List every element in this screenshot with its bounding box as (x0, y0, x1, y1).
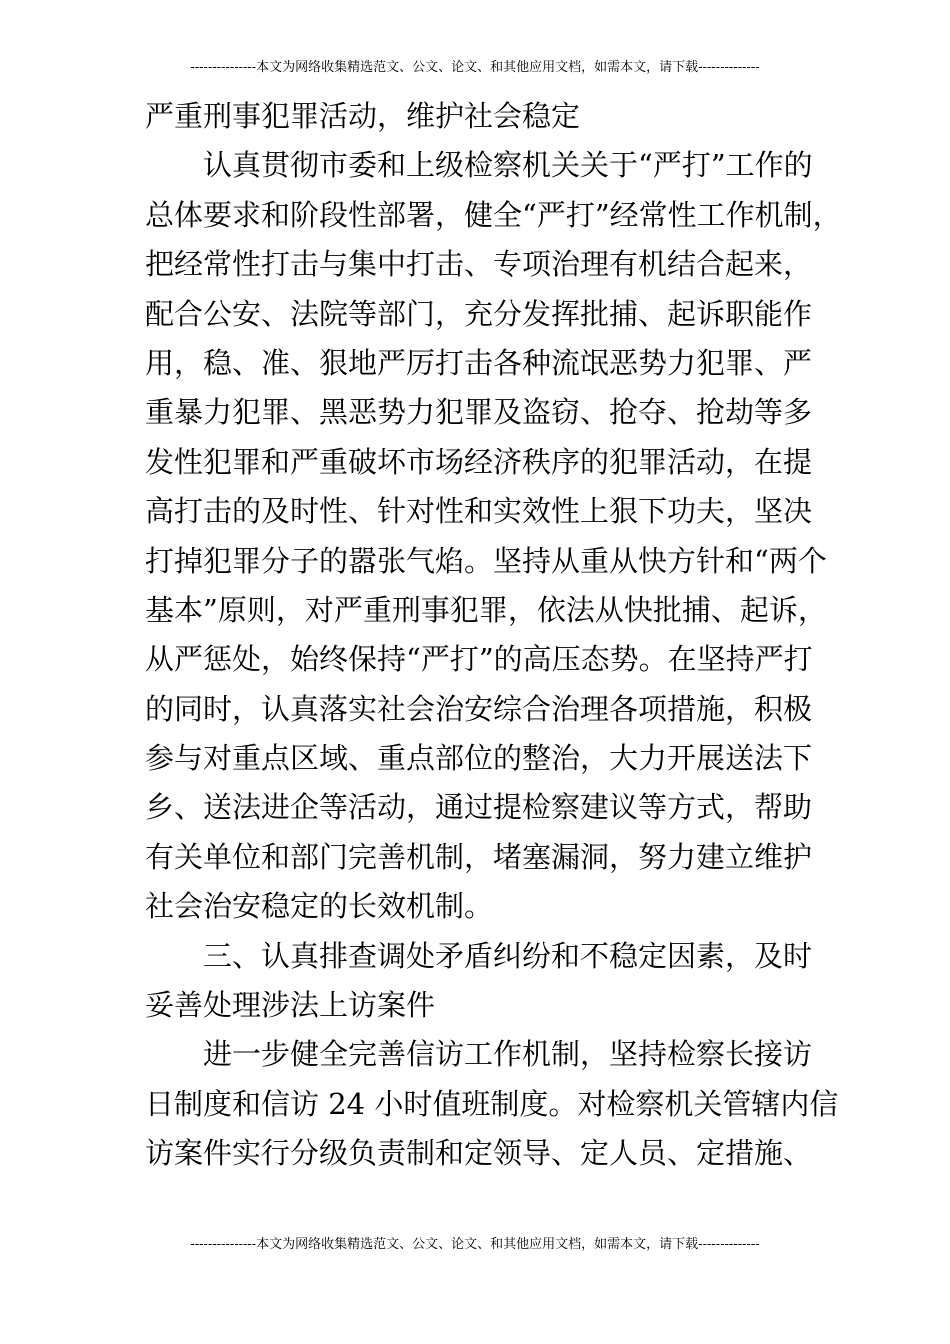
document-body (145, 92, 842, 1179)
section-heading-line: 三、认真排查调处矛盾纠纷和不稳定因素，及时 (203, 938, 813, 973)
text-line: 总体要求和阶段性部署，健全“严打”经常性工作机制， (145, 197, 842, 232)
section-heading-line: 妥善处理涉法上访案件 (145, 988, 436, 1023)
text-line: 把经常性打击与集中打击、专项治理有机结合起来， (145, 247, 813, 282)
text-line: 发性犯罪和严重破坏市场经济秩序的犯罪活动，在提 (145, 444, 813, 479)
text-line: 的同时，认真落实社会治安综合治理各项措施，积极 (145, 691, 813, 726)
text-line: 基本”原则，对严重刑事犯罪，依法从快批捕、起诉， (145, 592, 827, 627)
text-line: 用，稳、准、狠地严厉打击各种流氓恶势力犯罪、严 (145, 345, 813, 380)
text-line: 配合公安、法院等部门，充分发挥批捕、起诉职能作 (145, 296, 813, 331)
text-line: 乡、送法进企等活动，通过提检察建议等方式，帮助 (145, 790, 813, 825)
text-line: 进一步健全完善信访工作机制，坚持检察长接访 (203, 1037, 813, 1072)
text-line: 打掉犯罪分子的嚣张气焰。坚持从重从快方针和“两个 (145, 543, 827, 578)
text-line: 高打击的及时性、针对性和实效性上狠下功夫，坚决 (145, 494, 813, 529)
text-line: 日制度和信访 24 小时值班制度。对检察机关管辖内信 (145, 1086, 839, 1121)
text-line: 参与对重点区域、重点部位的整治，大力开展送法下 (145, 741, 813, 776)
text-line: 访案件实行分级负责制和定领导、定人员、定措施、 (145, 1136, 813, 1171)
running-footer: ---------------本文为网络收集精选范文、公文、论文、和其他应用文档，如需本文，请下载-------------- (190, 1237, 760, 1252)
text-line: 重暴力犯罪、黑恶势力犯罪及盗窃、抢夺、抢劫等多 (145, 395, 813, 430)
text-line: 认真贯彻市委和上级检察机关关于“严打”工作的 (203, 148, 813, 183)
text-line: 社会治安稳定的长效机制。 (145, 889, 494, 924)
text-line: 有关单位和部门完善机制，堵塞漏洞，努力建立维护 (145, 839, 813, 874)
running-header: ---------------本文为网络收集精选范文、公文、论文、和其他应用文档，如需本文，请下载-------------- (190, 60, 760, 75)
text-line: 严重刑事犯罪活动，维护社会稳定 (145, 99, 581, 133)
text-line: 从严惩处，始终保持“严打”的高压态势。在坚持严打 (145, 642, 813, 677)
